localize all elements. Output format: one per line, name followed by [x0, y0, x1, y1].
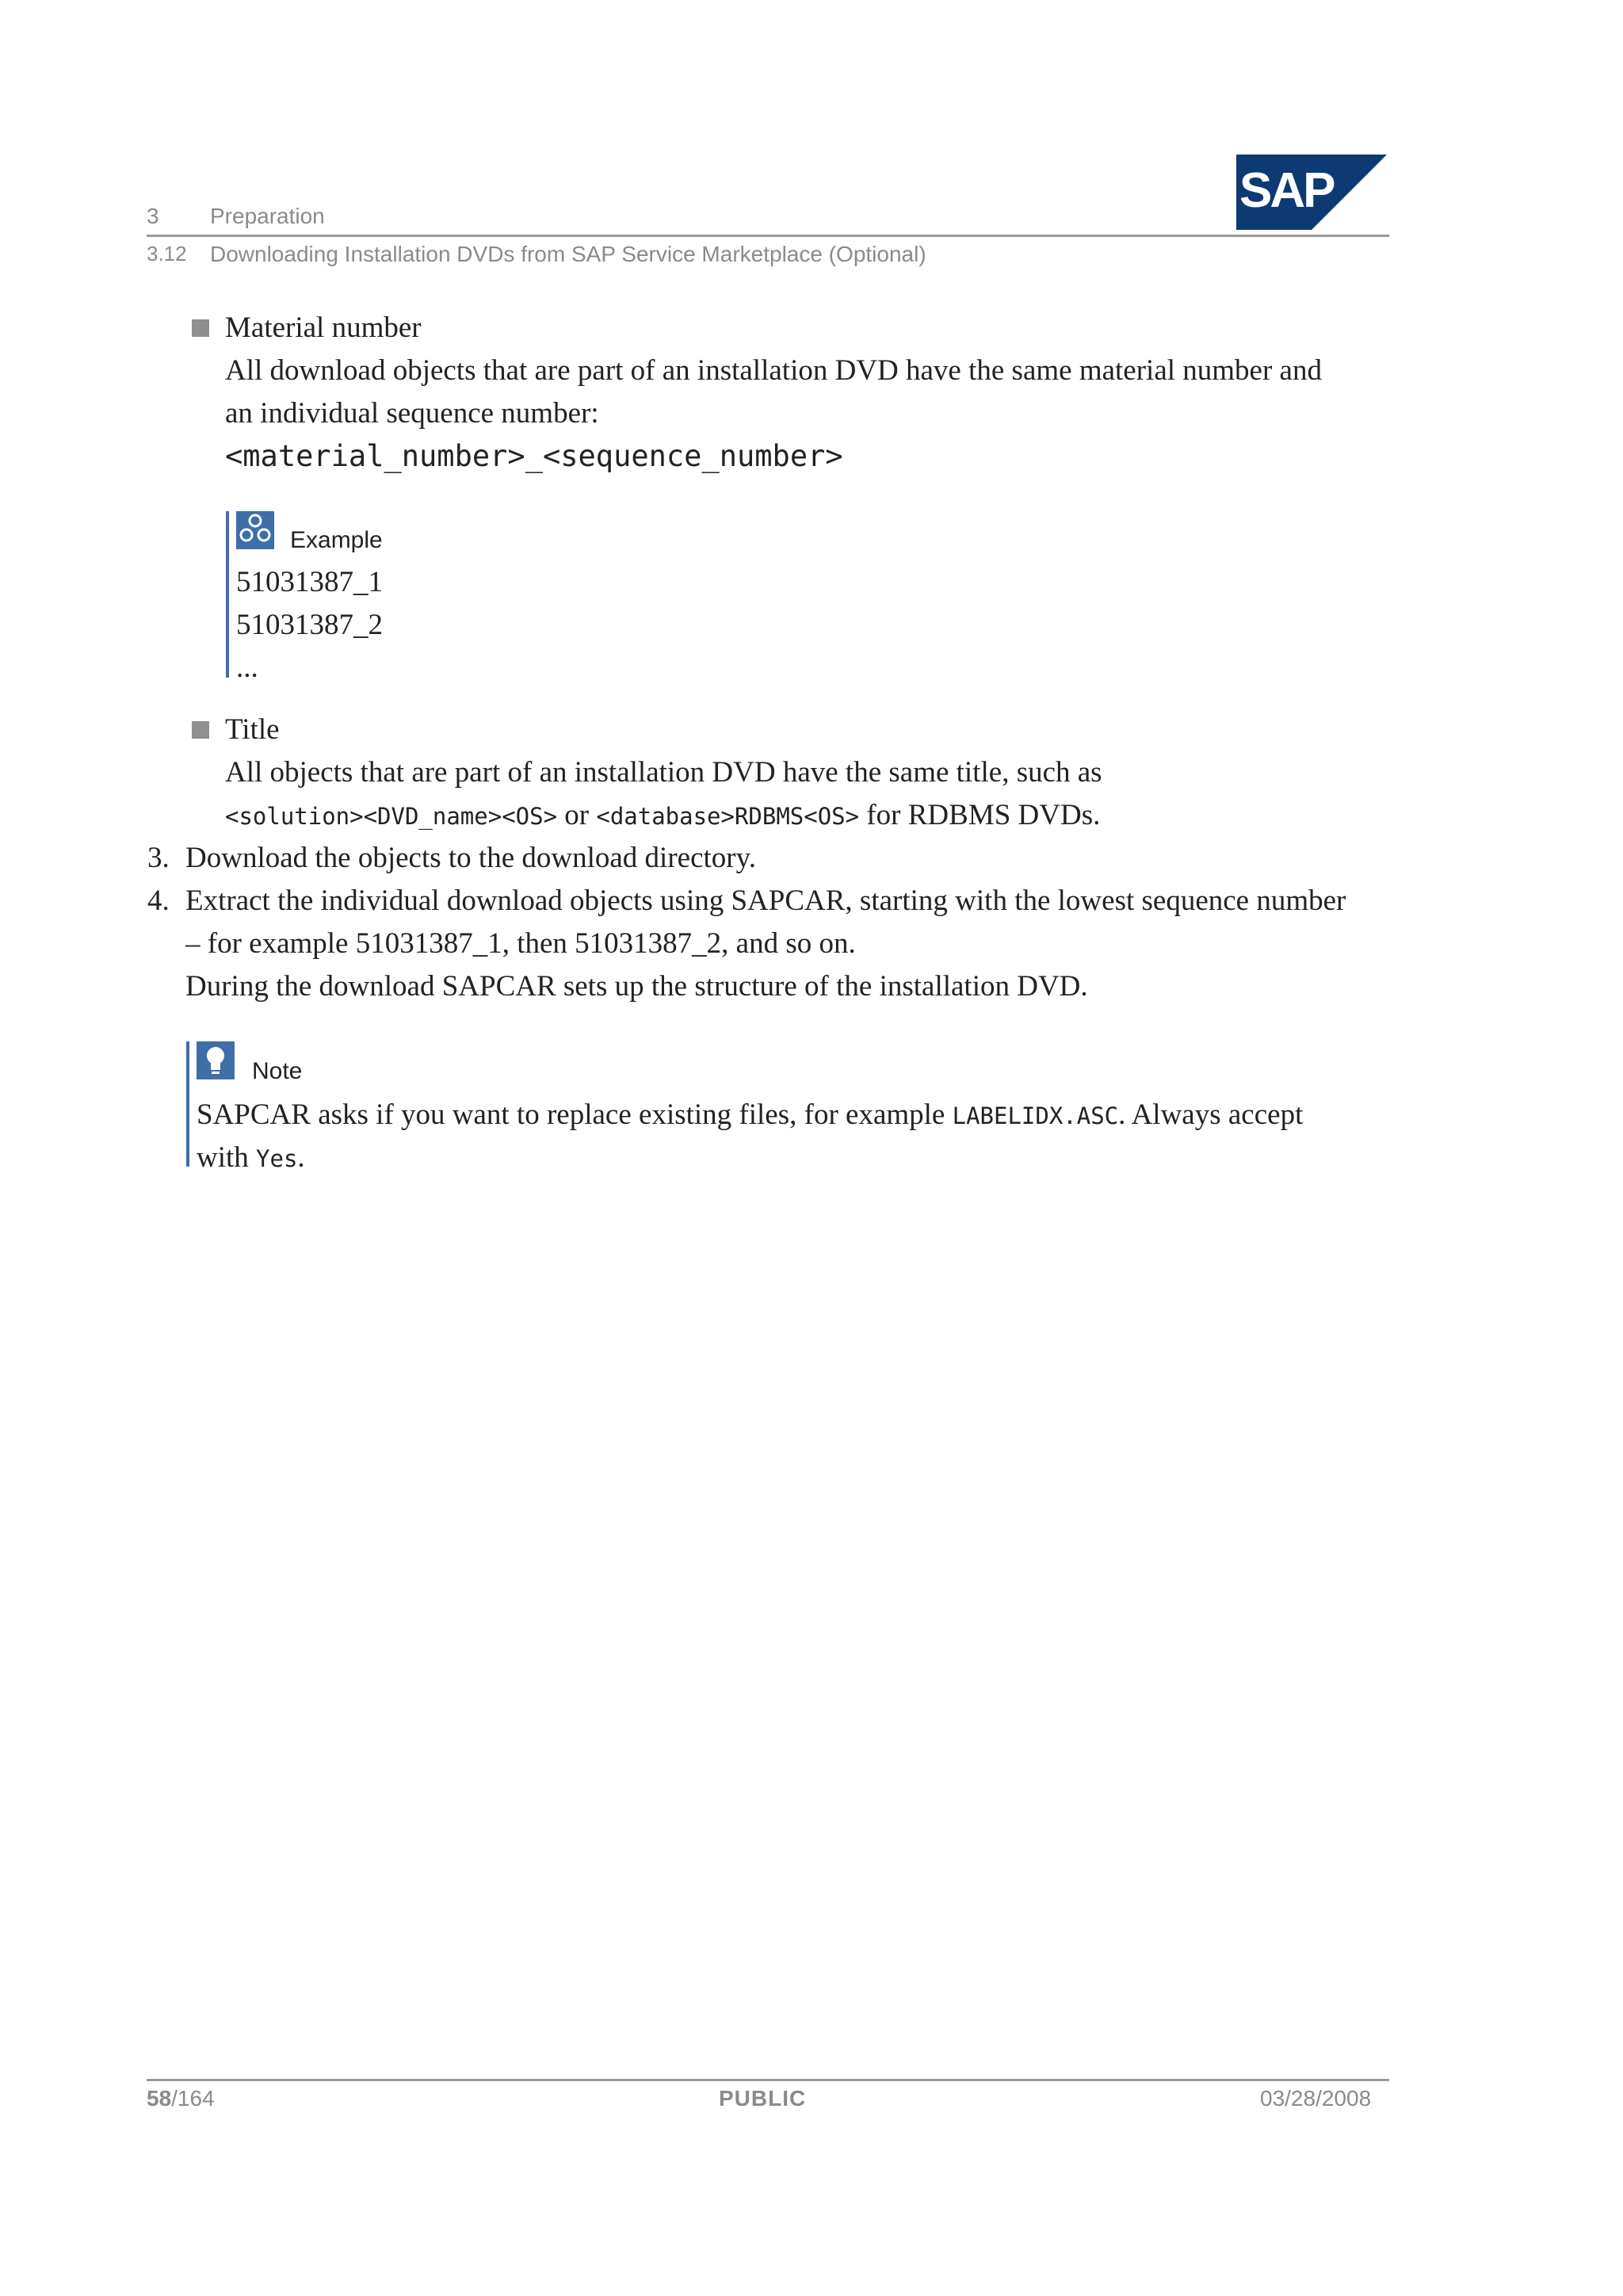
title-text-line1: All objects that are part of an installation DVD have the same title, such as — [225, 756, 1102, 789]
title-code-1: <solution><DVD_name><OS> — [225, 803, 558, 830]
step-3-number: 3. — [147, 842, 170, 874]
bullet-marker — [192, 721, 209, 739]
note-bar — [186, 1041, 189, 1167]
total-pages: /164 — [171, 2086, 215, 2111]
step-4-line3: During the download SAPCAR sets up the structure of the installation DVD. — [185, 970, 1088, 1003]
material-text-line1: All download objects that are part of an installation DVD have the same material number and — [225, 354, 1322, 387]
material-text-line2: an individual sequence number: — [225, 397, 599, 430]
example-line-2: 51031387_2 — [236, 609, 383, 641]
page-number — [147, 2086, 215, 2111]
material-heading: Material number — [225, 311, 422, 344]
note-text-c: with — [197, 1141, 257, 1174]
title-text-line2 — [225, 794, 1100, 838]
step-4-number: 4. — [147, 884, 170, 917]
classification-label: PUBLIC — [719, 2086, 807, 2111]
example-line-1: 51031387_1 — [236, 566, 383, 598]
lightbulb-icon — [197, 1041, 235, 1079]
chapter-number: 3 — [147, 204, 159, 228]
title-or: or — [557, 799, 597, 831]
bullet-marker — [192, 319, 209, 337]
title-tail: for RDBMS DVDs. — [859, 799, 1101, 831]
footer-date: 03/28/2008 — [1260, 2086, 1372, 2111]
step-4-line2: – for example 51031387_1, then 51031387_2, and so on. — [185, 927, 856, 960]
sap-logo-text: SAP — [1239, 163, 1334, 218]
footer-rule — [147, 2079, 1389, 2081]
step-3-text: Download the objects to the download directory. — [185, 842, 756, 874]
chapter-title: Preparation — [210, 204, 325, 228]
note-line2 — [197, 1137, 305, 1180]
example-label: Example — [290, 527, 383, 553]
current-page: 58 — [147, 2086, 172, 2111]
title-heading: Title — [225, 713, 280, 746]
note-text-a: SAPCAR asks if you want to replace existing files, for example — [197, 1098, 953, 1131]
section-title: Downloading Installation DVDs from SAP Service Marketplace (Optional) — [210, 242, 926, 266]
step-4-line1: Extract the individual download objects using SAPCAR, starting with the lowest sequence number — [185, 884, 1346, 917]
section-number: 3.12 — [147, 242, 187, 266]
example-line-3: ... — [236, 651, 258, 684]
note-text-d: . — [297, 1141, 305, 1174]
example-icon — [236, 511, 274, 549]
sap-logo-mark: ® — [1330, 217, 1339, 230]
note-code-labelidx: LABELIDX.ASC — [952, 1102, 1119, 1129]
material-code: <material_number>_<sequence_number> — [225, 439, 843, 473]
title-code-2: <database>RDBMS<OS> — [596, 803, 860, 830]
note-line1 — [197, 1094, 1303, 1137]
header-rule — [147, 235, 1389, 237]
note-text-b: . Always accept — [1118, 1098, 1304, 1131]
note-label: Note — [252, 1058, 303, 1084]
sap-logo — [1236, 155, 1387, 230]
example-bar — [226, 511, 229, 678]
note-code-yes: Yes — [256, 1145, 298, 1172]
